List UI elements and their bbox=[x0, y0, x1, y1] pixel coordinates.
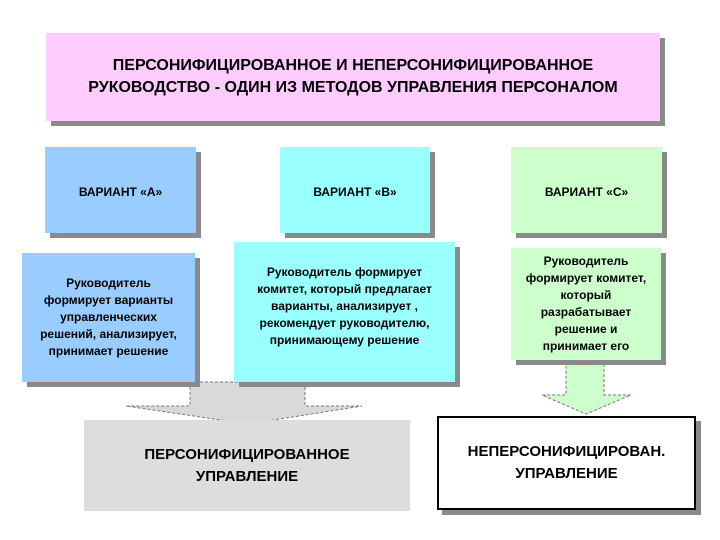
desc-b-line: варианты, анализирует , bbox=[270, 299, 418, 313]
desc-c-line: Руководитель bbox=[543, 254, 629, 268]
desc-c-line: разрабатывает bbox=[540, 305, 632, 319]
desc-c-line: который bbox=[560, 288, 612, 302]
desc-b-line: принимающему решение bbox=[269, 333, 420, 347]
title-line-1: ПЕРСОНИФИЦИРОВАННОЕ И НЕПЕРСОНИФИЦИРОВАННОЕ bbox=[112, 57, 594, 74]
variant-a-description bbox=[22, 253, 195, 382]
variant-c-label: ВАРИАНТ «С» bbox=[544, 185, 629, 199]
title-box bbox=[46, 33, 660, 121]
variant-a-box bbox=[45, 147, 196, 233]
variant-c-box bbox=[511, 147, 662, 233]
arrow-to-nonpersonified bbox=[542, 362, 631, 414]
desc-b-line: комитет, который предлагает bbox=[257, 282, 432, 296]
arrow-to-personified bbox=[126, 382, 362, 424]
desc-a-line: управленческих bbox=[60, 310, 157, 324]
desc-a-line: принимает решение bbox=[48, 344, 169, 358]
desc-b-line: Руководитель формирует bbox=[266, 265, 423, 279]
personified-line-2: УПРАВЛЕНИЕ bbox=[195, 467, 299, 485]
desc-b-line: рекомендует руководителю, bbox=[259, 316, 430, 330]
personified-management-box bbox=[84, 420, 410, 511]
desc-c-line: принимает его bbox=[542, 339, 630, 353]
variant-b-label: ВАРИАНТ «В» bbox=[313, 185, 397, 199]
title-line-2: РУКОВОДСТВО - ОДИН ИЗ МЕТОДОВ УПРАВЛЕНИЯ ПЕРСОНАЛОМ bbox=[88, 79, 618, 96]
variant-a-label: ВАРИАНТ «А» bbox=[78, 185, 163, 199]
desc-c-line: решение и bbox=[554, 322, 618, 336]
nonpersonified-management-box bbox=[437, 416, 696, 510]
desc-c-line: формирует комитет, bbox=[525, 271, 647, 285]
nonpersonified-line-1: НЕПЕРСОНИФИЦИРОВАН. bbox=[467, 443, 666, 460]
variant-b-box bbox=[280, 147, 430, 233]
desc-a-line: решений, анализирует, bbox=[40, 327, 177, 341]
variant-c-description bbox=[511, 248, 661, 360]
personified-line-1: ПЕРСОНИФИЦИРОВАННОЕ bbox=[144, 445, 350, 463]
desc-a-line: формирует варианты bbox=[43, 293, 174, 307]
desc-a-line: Руководитель bbox=[66, 276, 151, 290]
nonpersonified-line-2: УПРАВЛЕНИЕ bbox=[515, 465, 618, 482]
variant-b-description bbox=[234, 242, 455, 382]
